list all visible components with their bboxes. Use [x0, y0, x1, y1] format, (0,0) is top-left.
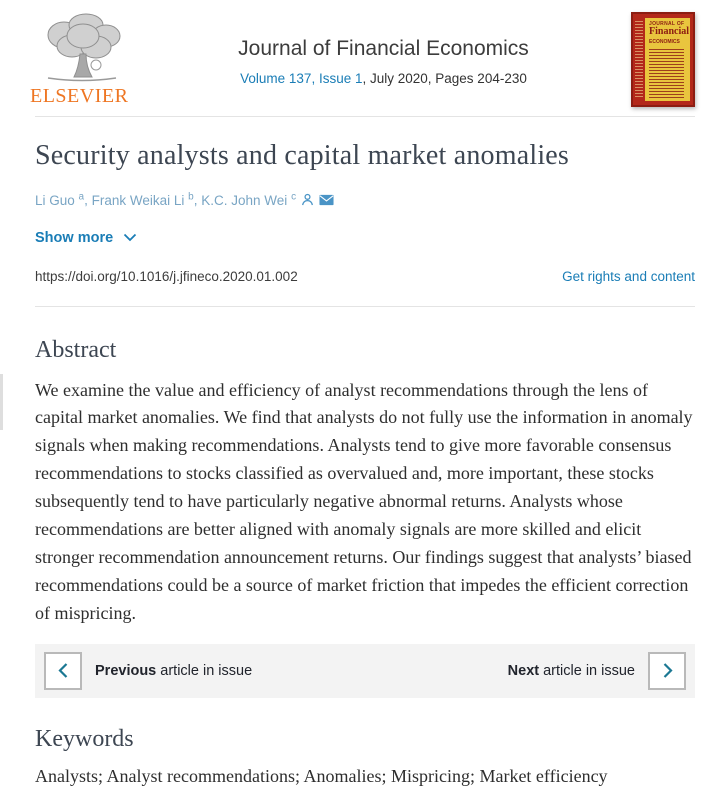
author-affiliation-sup: b: [188, 191, 194, 202]
cover-title-top: JOURNAL OF: [649, 21, 685, 27]
journal-header-center: [150, 10, 617, 86]
elsevier-wordmark: ELSEVIER: [30, 85, 129, 107]
abstract-heading: Abstract: [35, 336, 117, 363]
get-rights-link[interactable]: Get rights and content: [562, 268, 695, 284]
author-name: Frank Weikai Li: [91, 192, 185, 208]
author-separator: ,: [84, 192, 92, 208]
article-main: [0, 140, 711, 284]
cover-face: [645, 18, 690, 101]
chevron-left-icon: [56, 662, 71, 679]
show-more-button[interactable]: [35, 230, 137, 246]
journal-cover-thumbnail[interactable]: [631, 12, 695, 107]
doi-row: [35, 269, 695, 284]
previous-article-button[interactable]: [44, 652, 82, 690]
author-link-1[interactable]: [35, 193, 84, 208]
article-title: Security analysts and capital market anomalies: [35, 140, 570, 171]
author-affiliation-sup: a: [78, 191, 85, 202]
issue-details-text: , July 2020, Pages 204-230: [362, 71, 527, 86]
author-affiliation-sup: c: [291, 191, 297, 202]
keywords-text: Analysts; Analyst recommendations; Anomalies; Mispricing; Market efficiency: [35, 765, 608, 786]
next-article-group[interactable]: [508, 652, 686, 690]
author-link-3[interactable]: [201, 193, 296, 208]
cover-article-lines: [649, 49, 684, 99]
envelope-icon[interactable]: [319, 194, 334, 209]
next-bold: Next: [507, 662, 540, 679]
author-list: [35, 191, 695, 209]
doi-link[interactable]: https://doi.org/10.1016/j.jfineco.2020.01.002: [35, 268, 298, 284]
show-more-label: Show more: [35, 229, 114, 246]
author-name: Li Guo: [35, 192, 75, 208]
abstract-divider: [35, 306, 695, 307]
volume-issue-link[interactable]: Volume 137, Issue 1: [240, 71, 363, 86]
header-divider: [35, 116, 695, 117]
next-article-label: [508, 663, 635, 679]
elsevier-logo[interactable]: [30, 10, 150, 108]
person-icon[interactable]: [301, 193, 314, 209]
previous-article-label: [95, 663, 252, 679]
author-link-2[interactable]: [92, 193, 194, 208]
journal-cover-wrap: [617, 10, 695, 107]
journal-title-link[interactable]: Journal of Financial Economics: [238, 37, 529, 60]
next-rest: article in issue: [539, 662, 635, 679]
cover-title-sub: ECONOMICS: [649, 38, 680, 45]
previous-article-group[interactable]: [44, 652, 252, 690]
previous-bold: Previous: [95, 662, 157, 679]
chevron-right-icon: [660, 662, 675, 679]
elsevier-tree-icon: [34, 10, 130, 84]
volume-issue-line: [150, 71, 617, 86]
scrollbar-hint[interactable]: [0, 374, 3, 430]
cover-spine: [635, 21, 643, 98]
previous-rest: article in issue: [156, 662, 253, 679]
keywords-heading: Keywords: [35, 725, 134, 752]
issue-navigation-bar: [35, 644, 695, 698]
journal-header: [0, 0, 711, 112]
cover-title-main: Financial: [649, 26, 690, 37]
author-separator: ,: [193, 192, 202, 208]
next-article-button[interactable]: [648, 652, 686, 690]
chevron-down-icon: [123, 233, 137, 242]
abstract-text: We examine the value and efficiency of analyst recommendations through the lens of capital market anomalies. We find that analysts do not fully use the information in anomaly signals when making recommendations. Analysts tend to give more favorable consensus recommendations to stocks classified as overvalued and, more important, these stocks subsequently tend to have particularly negative abnormal returns. Analysts whose recommendations are better aligned with anomaly signals are more skilled and elicit stronger recommendation announcement returns. Our findings suggest that analysts’ biased recommendations could be a source of market friction that impedes the efficient correction of mispricing.: [35, 379, 693, 623]
abstract-section: [0, 337, 711, 787]
author-name: K.C. John Wei: [201, 192, 288, 208]
